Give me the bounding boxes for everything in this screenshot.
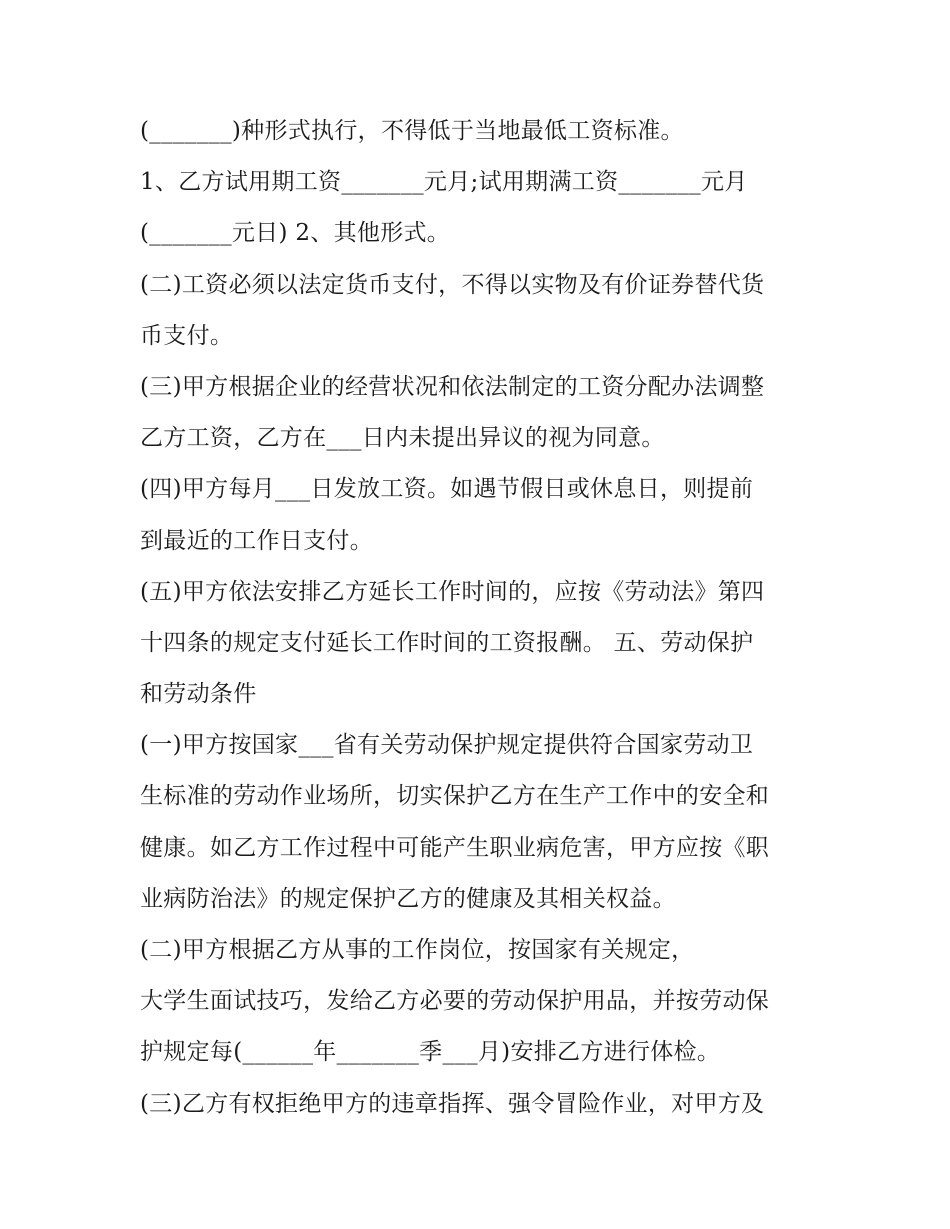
text-line: 生标准的劳动作业场所，切实保护乙方在生产工作中的安全和 <box>140 783 770 810</box>
text-line: 1、乙方试用期工资_______元月;试用期满工资_______元月 <box>140 169 748 196</box>
text-line: (三)甲方根据企业的经营状况和依法制定的工资分配办法调整 <box>140 373 765 400</box>
text-line: (二)工资必须以法定货币支付，不得以实物及有价证券替代货 <box>140 271 765 298</box>
text-line: (一)甲方按国家___省有关劳动保护规定提供符合国家劳动卫 <box>140 732 754 759</box>
text-line: (五)甲方依法安排乙方延长工作时间的，应按《劳动法》第四 <box>140 578 765 605</box>
text-line: 币支付。 <box>140 322 234 349</box>
text-line: 大学生面试技巧，发给乙方必要的劳动保护用品，并按劳动保 <box>140 988 770 1015</box>
text-line: (三)乙方有权拒绝甲方的违章指挥、强令冒险作业，对甲方及 <box>140 1090 765 1117</box>
text-line: (四)甲方每月___日发放工资。如遇节假日或休息日，则提前 <box>140 476 754 503</box>
text-line: 业病防治法》的规定保护乙方的健康及其相关权益。 <box>140 885 676 912</box>
text-line: 健康。如乙方工作过程中可能产生职业病危害，甲方应按《职 <box>140 834 770 861</box>
text-line: 护规定每(______年_______季___月)安排乙方进行体检。 <box>140 1039 721 1066</box>
document-body <box>140 106 820 1130</box>
text-line: 和劳动条件 <box>140 681 257 708</box>
text-line: 到最近的工作日支付。 <box>140 527 373 554</box>
text-line: 乙方工资，乙方在___日内未提出异议的视为同意。 <box>140 425 665 452</box>
text-line: (_______元日) 2、其他形式。 <box>140 220 451 247</box>
text-line: (_______)种形式执行，不得低于当地最低工资标准。 <box>140 118 684 144</box>
text-line: (二)甲方根据乙方从事的工作岗位，按国家有关规定， <box>140 937 695 963</box>
text-line: 十四条的规定支付延长工作时间的工资报酬。 五、劳动保护 <box>140 629 754 656</box>
